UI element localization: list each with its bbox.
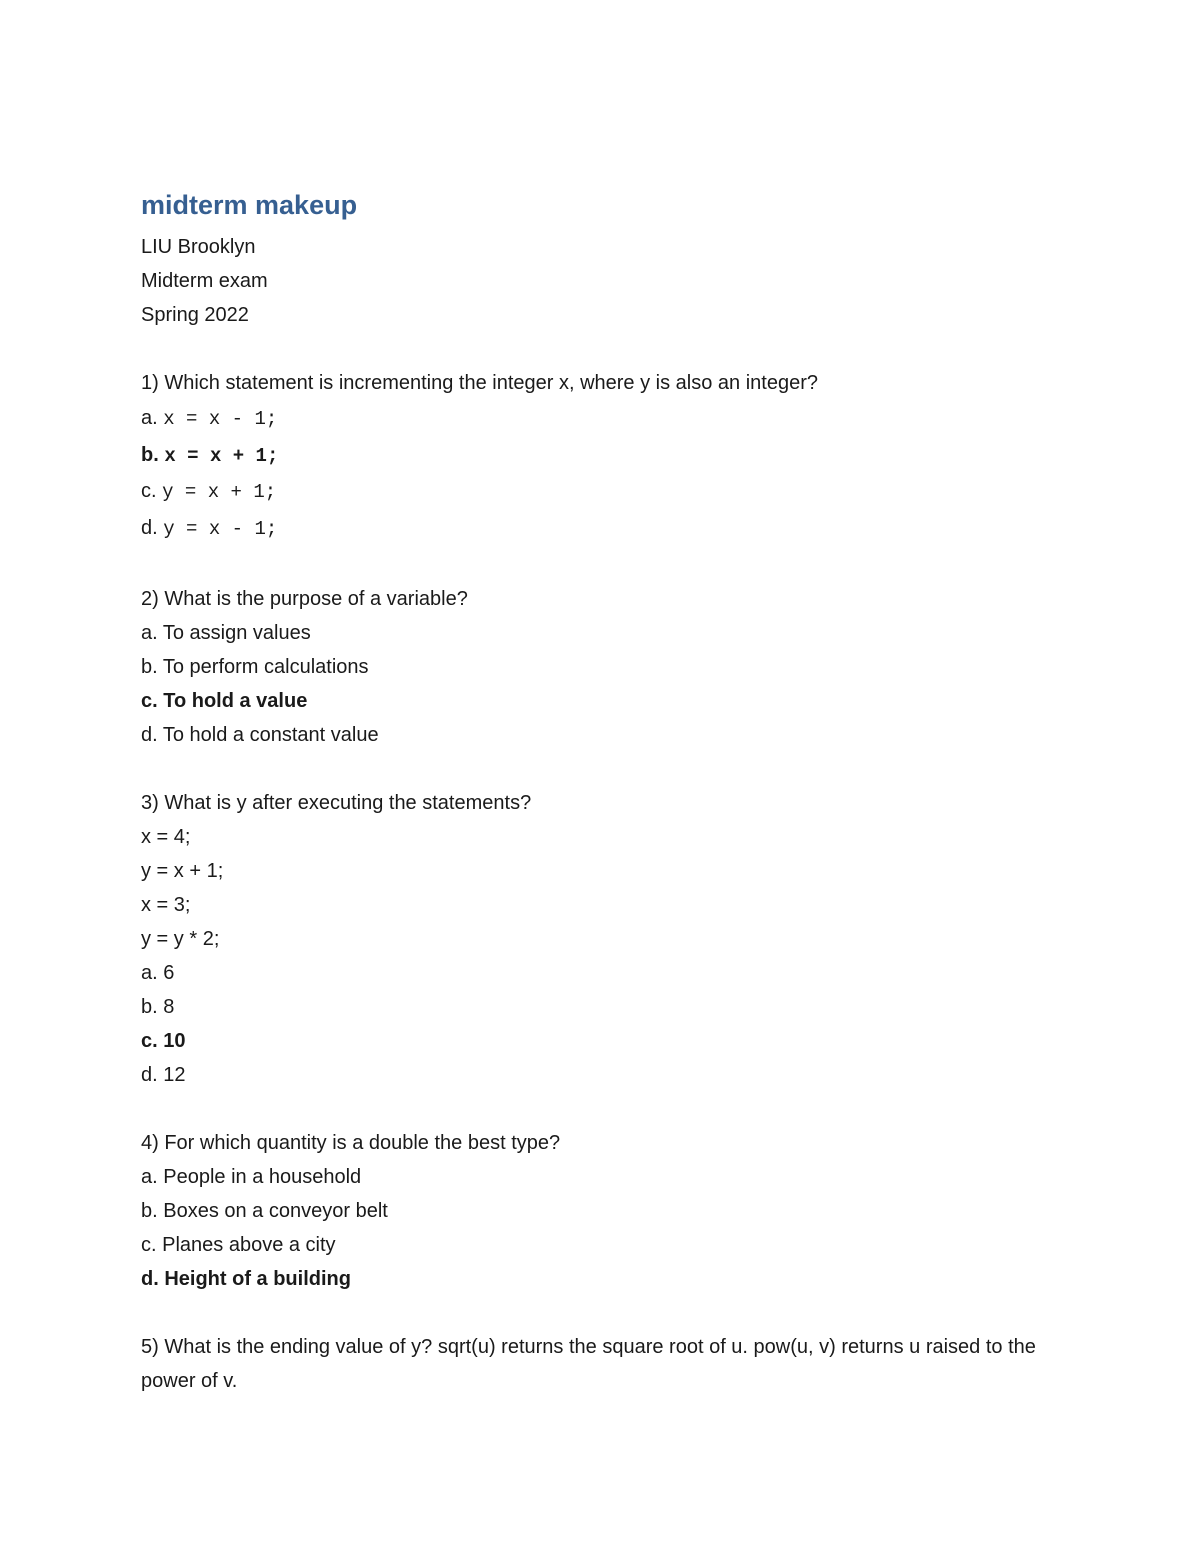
question-4-option-a: a. People in a household	[141, 1166, 362, 1188]
option-code: y = x + 1;	[162, 481, 277, 503]
option-code: x = x + 1;	[164, 444, 279, 467]
option-label: c.	[141, 480, 163, 502]
spacer	[141, 546, 1061, 582]
option-label: a.	[141, 407, 164, 429]
option-label: b.	[141, 443, 165, 466]
question-2-option-b: b. To perform calculations	[141, 656, 369, 678]
document-title: midterm makeup	[141, 190, 358, 220]
spacer	[141, 332, 1061, 366]
question-3-code-line: x = 4;	[141, 826, 191, 848]
question-3-code-line: y = x + 1;	[141, 860, 224, 882]
spacer	[141, 1092, 1061, 1126]
question-3-option-d: d. 12	[141, 1064, 186, 1086]
question-1-option-c	[141, 473, 1061, 510]
school-name: LIU Brooklyn	[141, 236, 256, 258]
question-1-option-a	[141, 400, 1061, 437]
question-3-code-line: x = 3;	[141, 894, 191, 916]
question-2-option-a: a. To assign values	[141, 622, 311, 644]
question-2-option-d: d. To hold a constant value	[141, 724, 379, 746]
question-1-text: 1) Which statement is incrementing the integer x, where y is also an integer?	[141, 372, 818, 394]
question-3-option-a: a. 6	[141, 962, 175, 984]
question-3-option-c-answer: c. 10	[141, 1030, 186, 1052]
question-4-option-d-answer: d. Height of a building	[141, 1268, 351, 1290]
question-3-text: 3) What is y after executing the statements?	[141, 792, 532, 814]
spacer	[141, 1296, 1061, 1330]
question-1-option-d	[141, 510, 1061, 547]
question-4-option-b: b. Boxes on a conveyor belt	[141, 1200, 388, 1222]
question-2-text: 2) What is the purpose of a variable?	[141, 588, 468, 610]
option-code: x = x - 1;	[163, 408, 278, 430]
exam-term: Spring 2022	[141, 304, 249, 326]
document-page	[141, 188, 1061, 1398]
question-3-code-line: y = y * 2;	[141, 928, 220, 950]
question-3-option-b: b. 8	[141, 996, 175, 1018]
question-4-text: 4) For which quantity is a double the best type?	[141, 1132, 561, 1154]
option-label: d.	[141, 516, 164, 539]
question-4-option-c: c. Planes above a city	[141, 1234, 336, 1256]
question-5-text: 5) What is the ending value of y? sqrt(u) returns the square root of u. pow(u, v) returns u raised to the power of v.	[141, 1336, 1036, 1392]
question-1-option-b-answer	[141, 437, 1061, 474]
exam-name: Midterm exam	[141, 270, 268, 292]
question-2-option-c-answer: c. To hold a value	[141, 690, 308, 712]
spacer	[141, 752, 1061, 786]
option-code: y = x - 1;	[163, 517, 278, 540]
